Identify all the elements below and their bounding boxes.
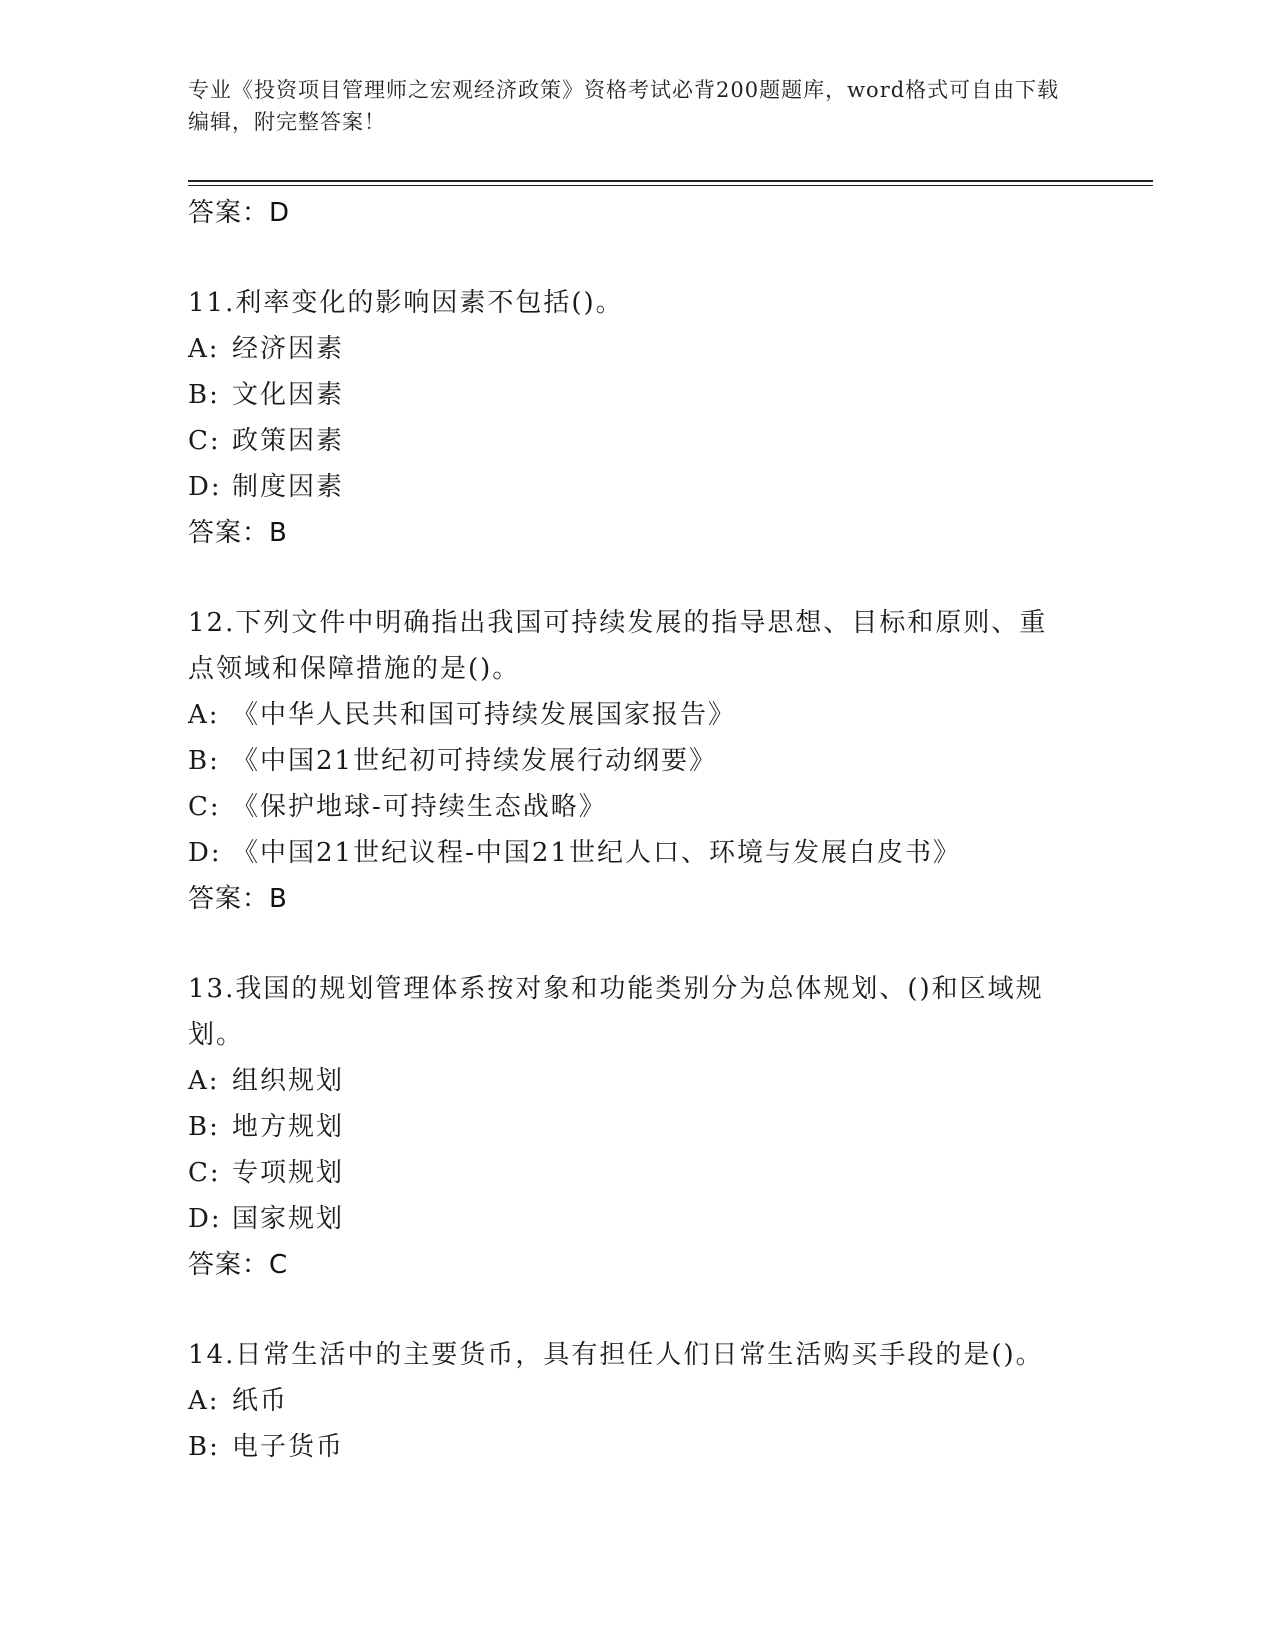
option-letter: B:	[188, 380, 220, 410]
option-b	[188, 738, 1088, 784]
option-text: 政策因素	[232, 426, 345, 456]
option-letter: A:	[188, 700, 220, 730]
option-text: 组织规划	[232, 1066, 345, 1096]
question-list	[188, 190, 1088, 1470]
page-header: 专业《投资项目管理师之宏观经济政策》资格考试必背200题题库，word格式可自由下载编辑，附完整答案！	[188, 78, 1060, 134]
previous-answer: 答案：D	[188, 198, 291, 228]
header-rule-thick	[188, 180, 1153, 182]
option-letter: B:	[188, 1112, 220, 1142]
option-letter: D:	[188, 1204, 222, 1234]
option-text: 国家规划	[232, 1204, 345, 1234]
option-b	[188, 1104, 1088, 1150]
option-letter: A:	[188, 1386, 220, 1416]
answer-line: 答案：B	[188, 884, 288, 914]
option-letter: C:	[188, 792, 221, 822]
question-stem: 14.日常生活中的主要货币，具有担任人们日常生活购买手段的是()。	[188, 1340, 1044, 1370]
answer-line: 答案：B	[188, 518, 288, 548]
option-letter: C:	[188, 426, 221, 456]
answer-line: 答案：C	[188, 1250, 289, 1280]
option-text: 《中华人民共和国可持续发展国家报告》	[232, 700, 737, 730]
question-stem: 12.下列文件中明确指出我国可持续发展的指导思想、目标和原则、重点领域和保障措施的是()。	[188, 608, 1048, 684]
option-letter: A:	[188, 334, 220, 364]
option-text: 制度因素	[232, 472, 345, 502]
option-a	[188, 1058, 1088, 1104]
option-c	[188, 1150, 1088, 1196]
question-14	[188, 1332, 1088, 1470]
question-stem: 13.我国的规划管理体系按对象和功能类别分为总体规划、()和区域规划。	[188, 974, 1044, 1050]
option-letter: B:	[188, 746, 220, 776]
option-d	[188, 1196, 1088, 1242]
option-a	[188, 692, 1088, 738]
option-b	[188, 372, 1088, 418]
option-letter: C:	[188, 1158, 221, 1188]
option-d	[188, 830, 1088, 876]
option-text: 《保护地球-可持续生态战略》	[232, 792, 607, 822]
question-stem: 11.利率变化的影响因素不包括()。	[188, 288, 624, 318]
option-text: 电子货币	[232, 1432, 345, 1462]
option-text: 《中国21世纪议程-中国21世纪人口、环境与发展白皮书》	[232, 838, 961, 868]
option-c	[188, 418, 1088, 464]
option-letter: B:	[188, 1432, 220, 1462]
option-letter: D:	[188, 838, 222, 868]
question-12	[188, 600, 1088, 922]
option-c	[188, 784, 1088, 830]
option-letter: A:	[188, 1066, 220, 1096]
option-text: 纸币	[232, 1386, 289, 1416]
option-letter: D:	[188, 472, 222, 502]
option-b	[188, 1424, 1088, 1470]
question-13	[188, 966, 1088, 1288]
option-text: 经济因素	[232, 334, 345, 364]
option-a	[188, 326, 1088, 372]
option-text: 《中国21世纪初可持续发展行动纲要》	[232, 746, 718, 776]
option-text: 专项规划	[232, 1158, 345, 1188]
option-text: 地方规划	[232, 1112, 345, 1142]
option-d	[188, 464, 1088, 510]
option-text: 文化因素	[232, 380, 345, 410]
header-rule-thin	[188, 185, 1153, 186]
question-11	[188, 280, 1088, 556]
option-a	[188, 1378, 1088, 1424]
